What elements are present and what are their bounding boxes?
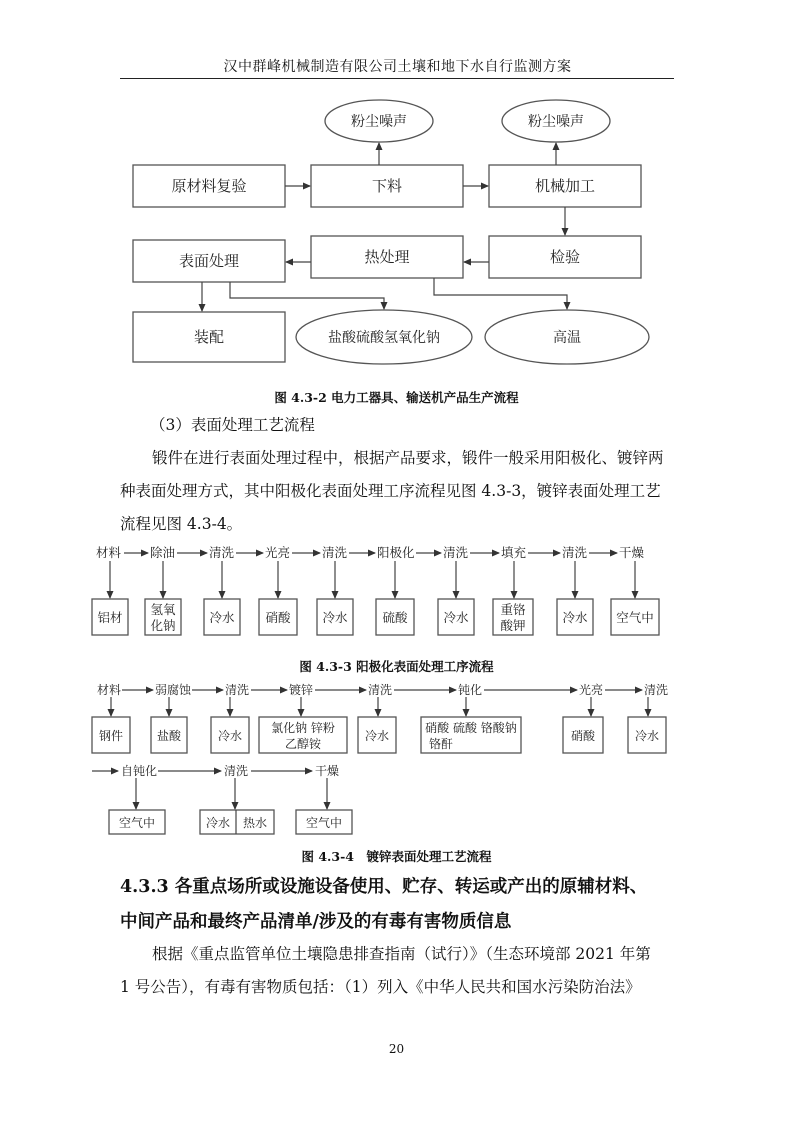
- input-sulfuric-acid: 硫酸: [382, 610, 408, 625]
- step-wash-3: 清洗: [443, 545, 469, 560]
- paragraph-line-1: 锻件在进行表面处理过程中，根据产品要求，锻件一般采用阳极化、镀锌两: [152, 449, 664, 467]
- input-dichromate-line2: 酸钾: [500, 618, 526, 633]
- zstep-wash-3: 清洗: [644, 683, 669, 697]
- input-nitric-acid: 硝酸: [265, 610, 291, 625]
- section-paragraph-line-1: 根据《重点监管单位土壤隐患排查指南（试行）》（生态环境部 2021 年第: [152, 945, 651, 963]
- zstep-wash-4: 清洗: [224, 764, 249, 778]
- zinput-cold-water-4: 冷水: [205, 816, 231, 830]
- zinput-hot-water: 热水: [242, 816, 268, 830]
- step-wash-1: 清洗: [209, 545, 235, 560]
- input-air: 空气中: [616, 610, 654, 625]
- node-blanking-label: 下料: [371, 177, 403, 195]
- step-fill: 填充: [501, 545, 527, 560]
- node-machining-label: 机械加工: [534, 177, 596, 195]
- node-dust-noise-1-label: 粉尘噪声: [351, 114, 407, 130]
- node-dust-noise-2-label: 粉尘噪声: [528, 114, 584, 130]
- node-chemicals-label: 盐酸硫酸氢氧化钠: [328, 330, 440, 346]
- paragraph-line-3: 流程见图 4.3-4。: [120, 515, 243, 533]
- arrow-surface-chemicals: [230, 282, 384, 309]
- input-aluminum: 铝材: [97, 610, 123, 625]
- node-surface-treatment-label: 表面处理: [178, 252, 240, 270]
- page-header: 汉中群峰机械制造有限公司土壤和地下水自行监测方案: [223, 59, 572, 75]
- zinput-cold-water-1: 冷水: [217, 729, 243, 743]
- zstep-galvanize: 镀锌: [289, 683, 314, 697]
- figure-caption-4-3-2: 图 4.3-2 电力工器具、输送机产品生产流程: [274, 390, 519, 405]
- step-material: 材料: [96, 545, 122, 560]
- step-wash-2: 清洗: [322, 545, 348, 560]
- zinput-cold-water-3: 冷水: [634, 729, 660, 743]
- figure-anodizing-flow: [92, 545, 659, 635]
- section-heading-line-2: 中间产品和最终产品清单/涉及的有毒有害物质信息: [120, 912, 512, 932]
- step-wash-4: 清洗: [562, 545, 588, 560]
- zinput-zinc-line1: 氯化钠 锌粉: [271, 721, 335, 735]
- zinput-passivate-line1: 硝酸 硫酸 铬酸钠: [425, 721, 517, 735]
- step-anodize: 阳极化: [377, 545, 415, 560]
- zstep-wash-1: 清洗: [225, 683, 250, 697]
- input-dichromate-line1: 重铬: [500, 602, 526, 617]
- input-cold-water-1: 冷水: [209, 610, 235, 625]
- input-cold-water-3: 冷水: [443, 610, 469, 625]
- node-heat-treatment-label: 热处理: [364, 248, 410, 266]
- section-heading-line-1: 4.3.3 各重点场所或设施设备使用、贮存、转运或产出的原辅材料、: [120, 877, 648, 897]
- zinput-air-1: 空气中: [118, 816, 156, 830]
- zstep-self-passivate: 自钝化: [121, 764, 158, 778]
- zinput-steel: 钢件: [98, 729, 124, 743]
- figure-caption-4-3-4: 图 4.3-4 镀锌表面处理工艺流程: [301, 849, 492, 864]
- input-cold-water-2: 冷水: [322, 610, 348, 625]
- section-paragraph-line-2: 1 号公告），有毒有害物质包括：（1）列入《中华人民共和国水污染防治法》: [120, 978, 641, 996]
- zstep-material: 材料: [97, 683, 122, 697]
- zstep-brighten: 光亮: [579, 683, 604, 697]
- paragraph-line-2: 种表面处理方式，其中阳极化表面处理工序流程见图 4.3-3，镀锌表面处理工艺: [120, 482, 661, 500]
- zinput-air-2: 空气中: [305, 816, 343, 830]
- input-naoh-line1: 氢氧: [150, 602, 176, 617]
- zinput-nitric-acid: 硝酸: [570, 729, 596, 743]
- zstep-passivate: 钝化: [458, 683, 483, 697]
- zstep-wash-2: 清洗: [368, 683, 393, 697]
- step-brighten: 光亮: [265, 545, 291, 560]
- step-degrease: 除油: [150, 545, 176, 560]
- zstep-dry: 干燥: [315, 764, 340, 778]
- zstep-weak-etch: 弱腐蚀: [155, 683, 192, 697]
- zinput-cold-water-2: 冷水: [364, 729, 390, 743]
- figure-galvanizing-flow: [92, 682, 668, 834]
- input-naoh-line2: 化钠: [150, 618, 176, 633]
- node-inspection-label: 检验: [549, 248, 581, 266]
- step-dry: 干燥: [619, 545, 645, 560]
- zinput-zinc-line2: 乙醇铵: [284, 737, 322, 751]
- node-material-recheck-label: 原材料复验: [171, 177, 247, 195]
- node-high-temp-label: 高温: [553, 330, 581, 346]
- node-assembly-label: 装配: [193, 328, 225, 346]
- input-cold-water-4: 冷水: [562, 610, 588, 625]
- figure-caption-4-3-3: 图 4.3-3 阳极化表面处理工序流程: [299, 659, 494, 674]
- page-number: 20: [388, 1042, 405, 1056]
- zinput-passivate-line2: 铬酐: [428, 737, 454, 751]
- figure-production-flow: [133, 100, 649, 364]
- arrow-heat-hightemp: [434, 278, 567, 309]
- subheading-surface-treatment: （3）表面处理工艺流程: [150, 416, 315, 434]
- zinput-hcl: 盐酸: [156, 729, 182, 743]
